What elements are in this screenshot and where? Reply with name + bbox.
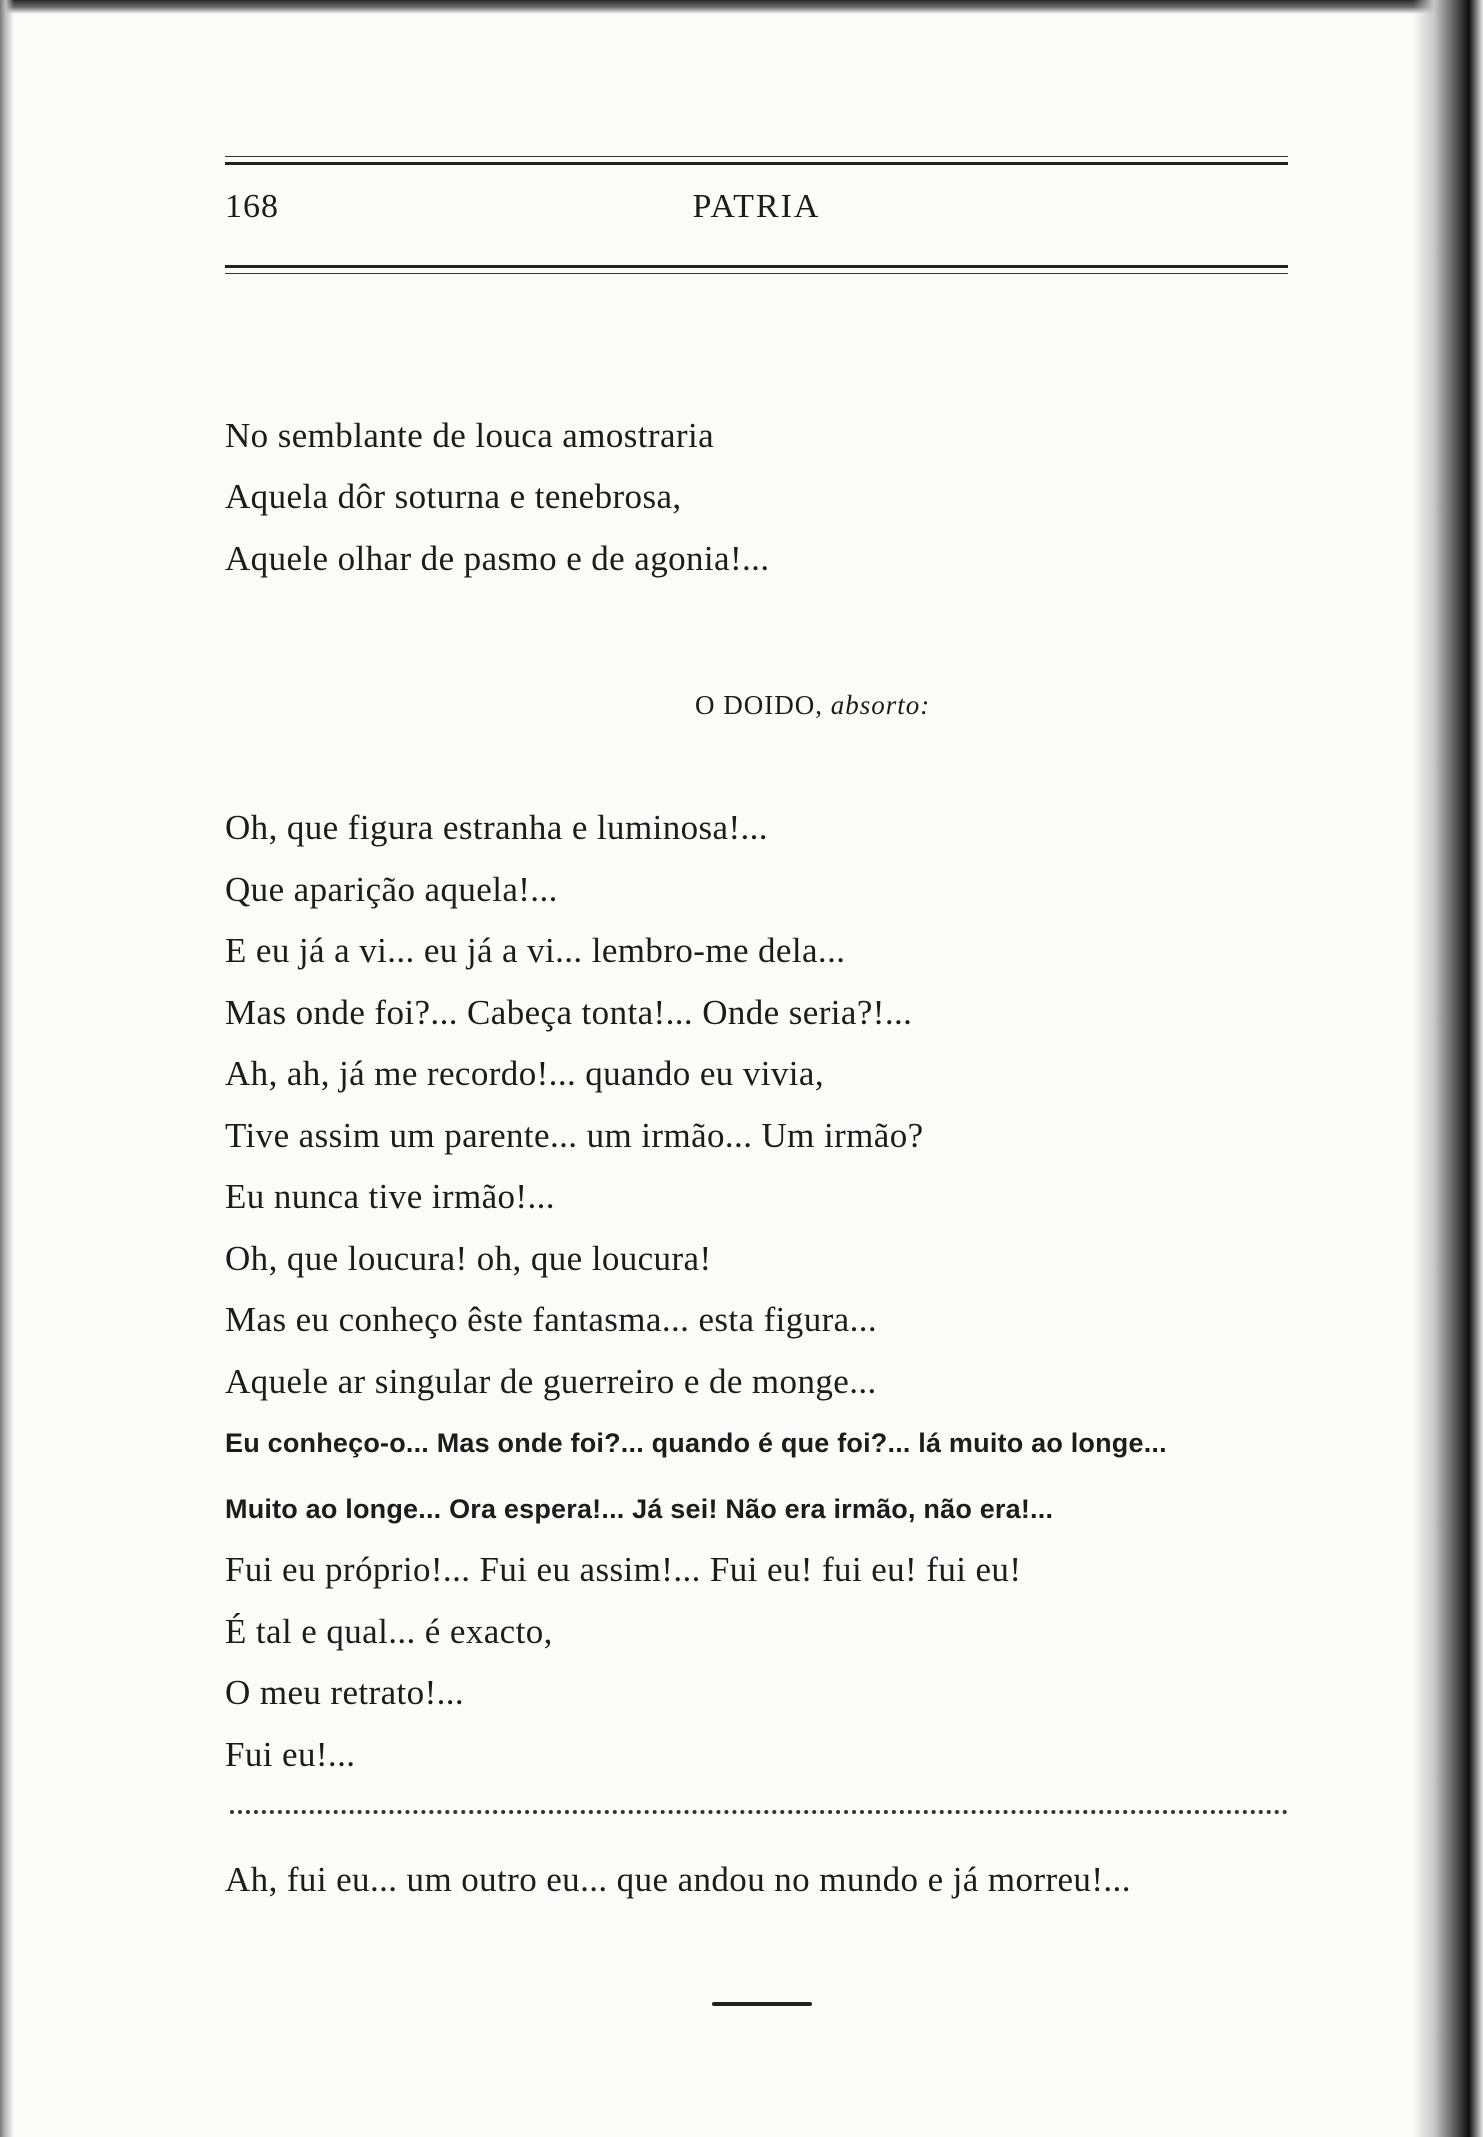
header-rule-top [225, 162, 1288, 165]
dotted-separator [230, 1810, 1288, 1814]
verse-line: Eu conheço-o... Mas onde foi?... quando é que foi?... lá muito ao longe... [225, 1428, 1167, 1458]
speaker-name: O DOIDO, [695, 690, 823, 720]
verse-line: Oh, que figura estranha e luminosa!... [225, 808, 768, 847]
verse-line: Eu nunca tive irmão!... [225, 1177, 555, 1216]
verse-line: Fui eu próprio!... Fui eu assim!... Fui eu! fui eu! fui eu! [225, 1550, 1022, 1589]
scan-edge-right [1413, 0, 1483, 2137]
running-title: PATRIA [692, 188, 821, 225]
stage-direction: absorto: [830, 690, 931, 720]
verse-line: Aquele ar singular de guerreiro e de monge... [225, 1362, 877, 1401]
verse-line: E eu já a vi... eu já a vi... lembro-me dela... [225, 931, 846, 970]
verse-line: Muito ao longe... Ora espera!... Já sei! Não era irmão, não era!... [225, 1494, 1054, 1524]
verse-line: Mas onde foi?... Cabeça tonta!... Onde seria?!... [225, 993, 913, 1032]
header-rule-bottom-thin [225, 273, 1288, 274]
verse-line: Fui eu!... [225, 1735, 356, 1774]
scan-edge-left [0, 0, 14, 2137]
header-rule-top-thin [225, 156, 1288, 157]
verse-line: Aquela dôr soturna e tenebrosa, [225, 477, 682, 516]
verse-line: No semblante de louca amostraria [225, 416, 715, 455]
verse-line: O meu retrato!... [225, 1673, 465, 1712]
verse-line: É tal e qual... é exacto, [225, 1612, 553, 1651]
end-ornament [712, 2002, 812, 2006]
speaker-heading [695, 690, 930, 721]
header-rule-bottom [225, 265, 1288, 268]
verse-line: Ah, ah, já me recordo!... quando eu vivia, [225, 1054, 824, 1093]
scan-edge-top [0, 0, 1483, 14]
verse-line: Tive assim um parente... um irmão... Um irmão? [225, 1116, 924, 1155]
running-header [225, 188, 1288, 238]
verse-line: Mas eu conheço êste fantasma... esta figura... [225, 1300, 878, 1339]
verse-line: Que aparição aquela!... [225, 870, 558, 909]
page-number: 168 [225, 188, 279, 225]
verse-line: Aquele olhar de pasmo e de agonia!... [225, 539, 770, 578]
verse-line: Ah, fui eu... um outro eu... que andou no mundo e já morreu!... [225, 1860, 1131, 1899]
verse-line: Oh, que loucura! oh, que loucura! [225, 1239, 712, 1278]
